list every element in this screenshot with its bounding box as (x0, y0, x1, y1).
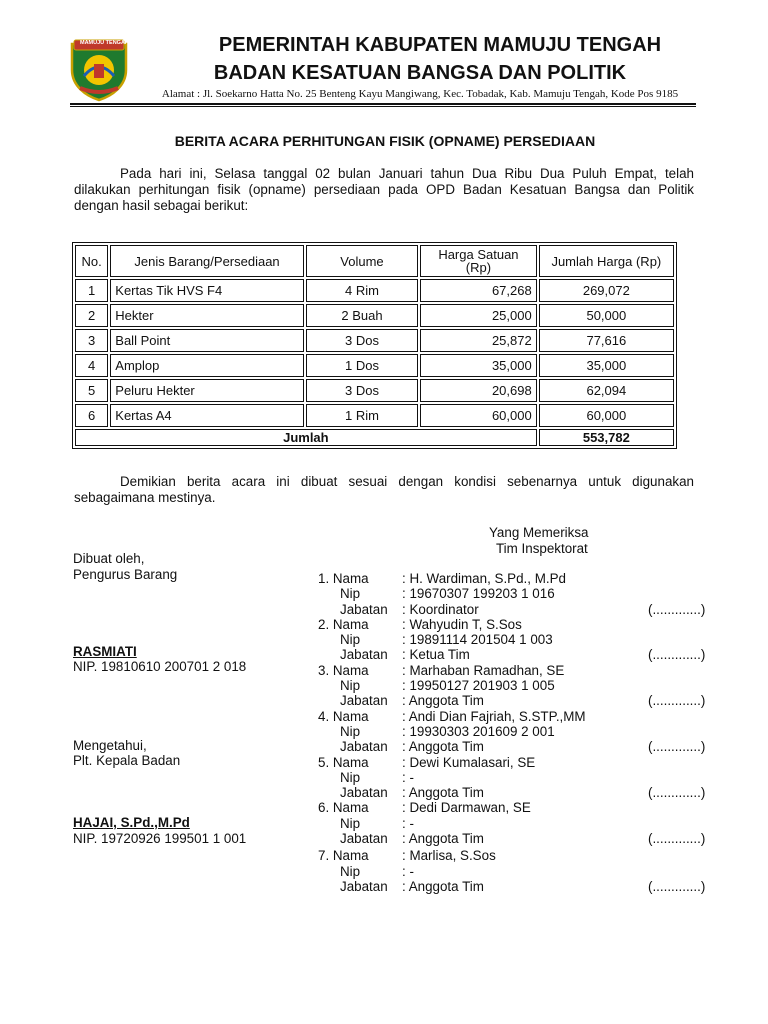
member-position-label: Jabatan (340, 878, 388, 894)
cell-harga: 60,000 (420, 404, 537, 427)
cell-no: 4 (75, 354, 108, 377)
cell-harga: 25,872 (420, 329, 537, 352)
acknowledged-role: Plt. Kepala Badan (73, 753, 181, 768)
acknowledged-name: HAJAI, S.Pd.,M.Pd (73, 815, 190, 830)
cell-jumlah: 50,000 (539, 304, 674, 327)
inventory-table (72, 242, 677, 449)
cell-jumlah: 269,072 (539, 279, 674, 302)
cell-jenis: Ball Point (110, 329, 304, 352)
cell-jenis: Kertas Tik HVS F4 (110, 279, 304, 302)
member-name: : Wahyudin T, S.Sos (402, 616, 522, 632)
cell-no: 3 (75, 329, 108, 352)
member-nip-label: Nip (340, 586, 361, 602)
examiner-heading: Yang Memeriksa (489, 525, 589, 540)
table-total-row (75, 429, 674, 446)
member-position-label: Jabatan (340, 739, 388, 755)
acknowledged-label: Mengetahui, (73, 738, 147, 753)
member-nip-label: Nip (340, 863, 361, 879)
member-position: : Anggota Tim (402, 693, 484, 709)
cell-jenis: Amplop (110, 354, 304, 377)
cell-volume: 1 Dos (306, 354, 418, 377)
member-nip: : 19950127 201903 1 005 (402, 678, 555, 694)
signature-placeholder: (.............) (648, 739, 706, 755)
member-nip-label: Nip (340, 815, 361, 831)
signature-placeholder: (.............) (648, 831, 706, 847)
cell-volume: 1 Rim (306, 404, 418, 427)
acknowledged-nip: NIP. 19720926 199501 1 001 (73, 831, 247, 846)
header-jumlah-harga: Jumlah Harga (Rp) (539, 245, 674, 277)
signature-placeholder: (.............) (648, 601, 706, 617)
table-row (75, 279, 674, 302)
signature-placeholder: (.............) (648, 647, 706, 663)
examiner-subheading: Tim Inspektorat (496, 541, 588, 556)
table-row (75, 304, 674, 327)
cell-volume: 3 Dos (306, 329, 418, 352)
cell-harga: 25,000 (420, 304, 537, 327)
cell-no: 2 (75, 304, 108, 327)
signature-placeholder: (.............) (648, 785, 706, 801)
member-nip-label: Nip (340, 632, 361, 648)
cell-jumlah: 62,094 (539, 379, 674, 402)
member-nip: : 19891114 201504 1 003 (402, 632, 553, 648)
header-jenis: Jenis Barang/Persediaan (110, 245, 304, 277)
cell-harga: 35,000 (420, 354, 537, 377)
cell-volume: 4 Rim (306, 279, 418, 302)
member-name-label: 6. Nama (318, 800, 369, 816)
cell-no: 6 (75, 404, 108, 427)
letterhead-government: PEMERINTAH KABUPATEN MAMUJU TENGAH (218, 34, 662, 56)
member-position: : Koordinator (402, 601, 479, 617)
letterhead-agency: BADAN KESATUAN BANGSA DAN POLITIK (213, 62, 627, 84)
total-value: 553,782 (539, 429, 674, 446)
made-by-label: Dibuat oleh, (73, 551, 145, 566)
cell-jumlah: 77,616 (539, 329, 674, 352)
member-name: : Marhaban Ramadhan, SE (402, 662, 565, 678)
member-name: : Marlisa, S.Sos (402, 848, 496, 864)
member-nip: : - (402, 863, 414, 879)
cell-volume: 3 Dos (306, 379, 418, 402)
cell-harga: 67,268 (420, 279, 537, 302)
signature-placeholder: (.............) (648, 693, 706, 709)
cell-no: 5 (75, 379, 108, 402)
cell-harga: 20,698 (420, 379, 537, 402)
cell-jumlah: 35,000 (539, 354, 674, 377)
letterhead-rule-thin (70, 106, 696, 107)
cell-jumlah: 60,000 (539, 404, 674, 427)
member-position-label: Jabatan (340, 693, 388, 709)
member-name-label: 5. Nama (318, 754, 369, 770)
intro-paragraph (74, 166, 694, 214)
cell-volume: 2 Buah (306, 304, 418, 327)
member-nip: : - (402, 815, 414, 831)
signature-placeholder: (.............) (648, 878, 706, 894)
member-name-label: 4. Nama (318, 708, 369, 724)
header-harga-satuan: Harga Satuan (Rp) (420, 245, 537, 277)
table-header-row (75, 245, 674, 277)
member-position: : Ketua Tim (402, 647, 470, 663)
member-nip-label: Nip (340, 723, 361, 739)
regency-logo (66, 36, 132, 102)
member-position-label: Jabatan (340, 831, 388, 847)
member-position: : Anggota Tim (402, 739, 484, 755)
made-by-name: RASMIATI (73, 644, 137, 659)
member-nip: : - (402, 769, 414, 785)
made-by-role: Pengurus Barang (73, 567, 178, 582)
closing-text: Demikian berita acara ini dibuat sesuai dengan kondisi sebenarnya untuk digunakan sebagaimana mestinya. (74, 474, 694, 505)
member-nip: : 19670307 199203 1 016 (402, 586, 555, 602)
member-position-label: Jabatan (340, 601, 388, 617)
member-name: : Dedi Darmawan, SE (402, 800, 531, 816)
table-row (75, 404, 674, 427)
letterhead-rule-thick (70, 103, 696, 105)
table-row (75, 329, 674, 352)
logo-text: MAMUJU TENGAH (80, 40, 129, 46)
table-row (75, 379, 674, 402)
cell-no: 1 (75, 279, 108, 302)
made-by-nip: NIP. 19810610 200701 2 018 (73, 659, 247, 674)
total-label: Jumlah (75, 429, 537, 446)
intro-text: Pada hari ini, Selasa tanggal 02 bulan Januari tahun Dua Ribu Dua Puluh Empat, telah dilakukan perhitungan fisik (opname) persediaan pada OPD Badan Kesatuan Bangsa dan Politik dengan hasil sebagai berikut: (74, 166, 694, 213)
member-name-label: 7. Nama (318, 848, 369, 864)
member-nip-label: Nip (340, 678, 361, 694)
letterhead-address: Alamat : Jl. Soekarno Hatta No. 25 Benteng Kayu Mangiwang, Kec. Tobadak, Kab. Mamuju Tengah, Kode Pos 9185 (161, 88, 679, 100)
header-no: No. (75, 245, 108, 277)
member-name: : Andi Dian Fajriah, S.STP.,MM (402, 708, 586, 724)
cell-jenis: Peluru Hekter (110, 379, 304, 402)
member-name-label: 3. Nama (318, 662, 369, 678)
cell-jenis: Kertas A4 (110, 404, 304, 427)
closing-paragraph (74, 474, 694, 506)
member-name-label: 2. Nama (318, 616, 369, 632)
member-name: : H. Wardiman, S.Pd., M.Pd (402, 571, 566, 586)
member-position: : Anggota Tim (402, 785, 484, 801)
document-title: BERITA ACARA PERHITUNGAN FISIK (OPNAME) PERSEDIAAN (174, 133, 596, 149)
member-nip: : 19930303 201609 2 001 (402, 723, 555, 739)
member-position-label: Jabatan (340, 647, 388, 663)
member-position: : Anggota Tim (402, 878, 484, 894)
member-name: : Dewi Kumalasari, SE (402, 754, 536, 770)
cell-jenis: Hekter (110, 304, 304, 327)
member-name-label: 1. Nama (318, 571, 369, 586)
table-row (75, 354, 674, 377)
member-position-label: Jabatan (340, 785, 388, 801)
header-volume: Volume (306, 245, 418, 277)
member-position: : Anggota Tim (402, 831, 484, 847)
member-nip-label: Nip (340, 769, 361, 785)
